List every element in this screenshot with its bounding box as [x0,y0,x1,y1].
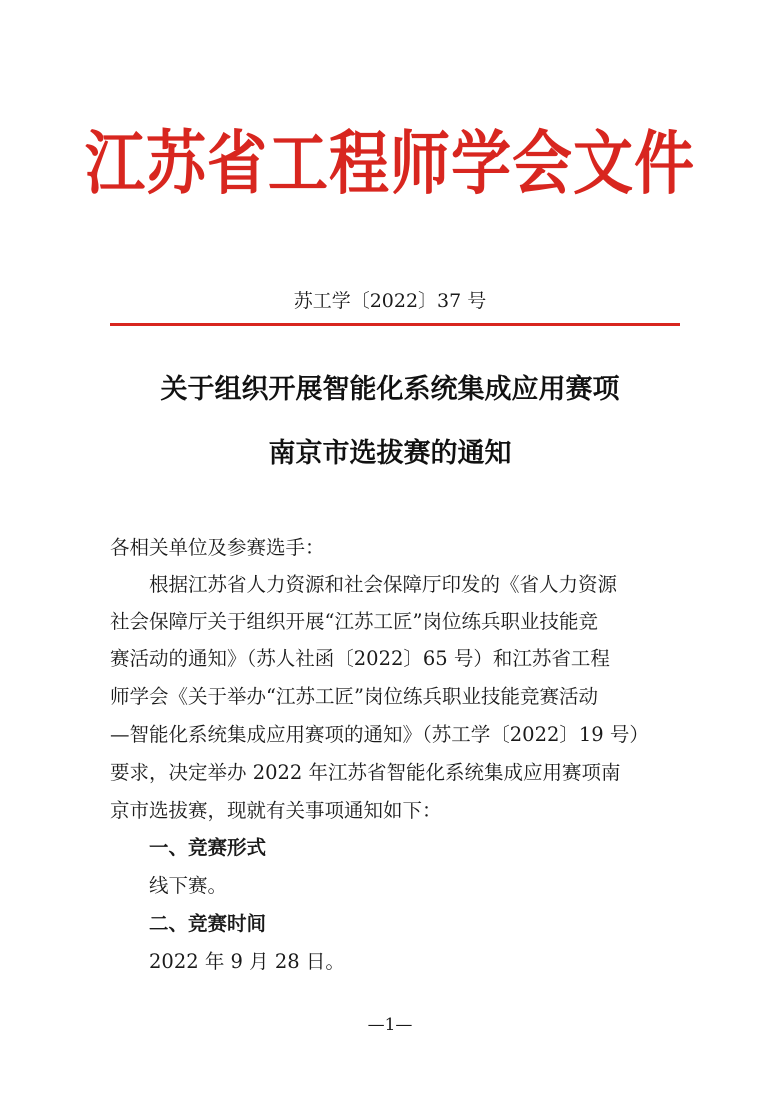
document-header-title: 江苏省工程师学会文件 [85,123,695,205]
notice-title-line-2: 南京市选拔赛的通知 [268,438,512,469]
section-2-heading: 二、竞赛时间 [149,912,267,935]
document-number: 苏工学〔2022〕37 号 [293,290,487,312]
paragraph-line: 赛活动的通知》（苏人社函〔2022〕65 号）和江苏省工程 [110,647,610,670]
salutation: 各相关单位及参赛选手： [110,536,325,559]
paragraph-line: 社会保障厅关于组织开展“江苏工匠”岗位练兵职业技能竞 [110,610,598,633]
paragraph-line: —智能化系统集成应用赛项的通知》（苏工学〔2022〕19 号） [110,723,649,746]
page-number: —1— [367,1015,413,1035]
section-1-heading: 一、竞赛形式 [149,836,267,859]
paragraph-line: 要求，决定举办 2022 年江苏省智能化系统集成应用赛项南 [110,761,621,784]
section-2-text: 2022 年 9 月 28 日。 [149,950,345,973]
header-red-rule [110,323,680,326]
paragraph-line: 师学会《关于举办“江苏工匠”岗位练兵职业技能竞赛活动 [110,685,598,708]
notice-title-line-1: 关于组织开展智能化系统集成应用赛项 [160,374,620,405]
paragraph-line: 京市选拔赛，现就有关事项通知如下： [110,799,442,822]
section-1-text: 线下赛。 [149,874,228,897]
paragraph-line: 根据江苏省人力资源和社会保障厅印发的《省人力资源 [149,573,618,596]
